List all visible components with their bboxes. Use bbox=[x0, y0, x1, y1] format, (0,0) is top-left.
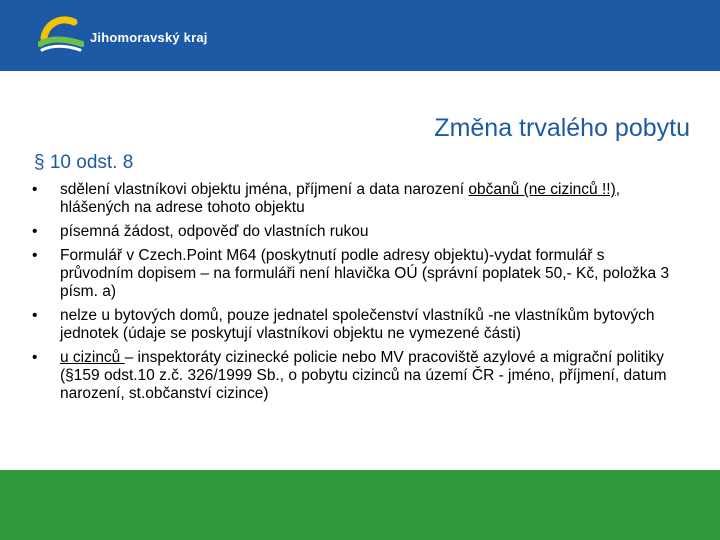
slide-title bbox=[0, 114, 690, 143]
bullet-item bbox=[30, 223, 680, 241]
underlined-text: občanů (ne cizinců !!) bbox=[468, 181, 616, 198]
bullet-text: , hlášených na adrese tohoto objektu bbox=[60, 181, 621, 216]
bullet-list bbox=[30, 181, 680, 409]
header-bar bbox=[0, 0, 720, 71]
bullet-text: – inspektoráty cizinecké policie nebo MV pracoviště azylové a migrační politiky (§159 odst.10 z.č. 326/1999 Sb., o pobytu cizinců na území ČR - jméno, příjmení, datum narození, st.občanství cizince) bbox=[60, 349, 667, 402]
slide-title-text: Změna trvalého pobytu bbox=[434, 114, 690, 142]
bullet-item bbox=[30, 247, 680, 301]
bullet-item bbox=[30, 349, 680, 403]
bullet-text: sdělení vlastníkovi objektu jména, příjmení a data narození bbox=[60, 181, 469, 198]
bullet-text: písemná žádost, odpověď do vlastních rukou bbox=[60, 223, 369, 240]
slide-subtitle: § 10 odst. 8 bbox=[34, 152, 134, 173]
bullet-item bbox=[30, 181, 680, 217]
underlined-text: u cizinců bbox=[60, 349, 125, 366]
bullet-text: Formulář v Czech.Point M64 (poskytnutí podle adresy objektu)-vydat formulář s průvodním dopisem – na formuláři není hlavička OÚ (správní poplatek 50,- Kč, položka 3 písm. a) bbox=[60, 247, 670, 300]
jihomoravsky-kraj-logo-icon bbox=[38, 14, 84, 54]
bullet-item bbox=[30, 307, 680, 343]
logo-text: Jihomoravský kraj bbox=[90, 30, 208, 45]
bullet-text: nelze u bytových domů, pouze jednatel společenství vlastníků -ne vlastníkům bytových jednotek (údaje se poskytují vlastníkovi objektu ne vymezené části) bbox=[60, 307, 655, 342]
footer-bar bbox=[0, 470, 720, 540]
